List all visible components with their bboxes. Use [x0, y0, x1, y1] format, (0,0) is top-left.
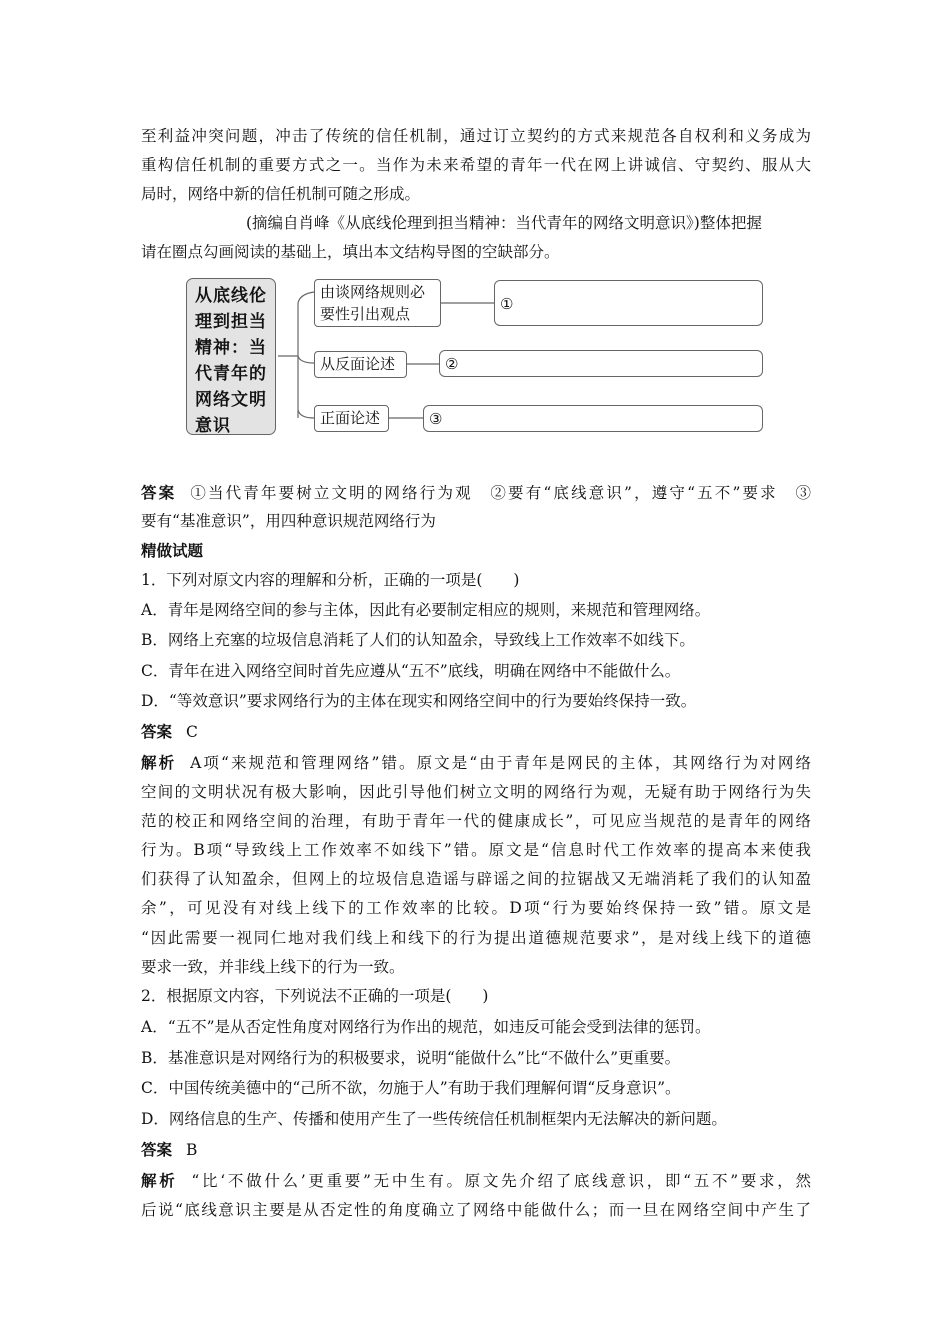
- blank-1-box: ①: [494, 280, 763, 326]
- q1-option-b: B．网络上充塞的垃圾信息消耗了人们的认知盈余，导致线上工作效率不如线下。: [141, 631, 695, 649]
- branch-2-box: 从反面论述: [314, 351, 407, 378]
- q1-analysis-label: 解析: [141, 753, 177, 772]
- q1-analysis-line-6: 余”，可见没有对线上线下的工作效率的比较。D项“行为要始终保持一致”错。原文是: [141, 899, 811, 917]
- branch-1-line-1: 由谈网络规则必: [320, 283, 426, 301]
- q2-answer: [141, 1140, 811, 1160]
- answer-text-1: ①当代青年要树立文明的网络行为观 ②要有“底线意识”，遵守“五不”要求 ③: [190, 484, 811, 502]
- q2-stem: 2．根据原文内容，下列说法不正确的一项是( ): [141, 987, 489, 1005]
- branch-3-box: 正面论述: [314, 405, 389, 432]
- section-title: 整体把握: [699, 214, 762, 232]
- q2-analysis-line-2: 后说“底线意识主要是从否定性的角度确立了网络中能做什么；而一旦在网络空间中产生了: [141, 1201, 811, 1219]
- q1-analysis-line-8: 要求一致，并非线上线下的行为一致。: [141, 958, 405, 976]
- q2-option-c: C．中国传统美德中的“己所不欲，勿施于人”有助于我们理解何谓“反身意识”。: [141, 1079, 681, 1097]
- main-topic-line-6: 意识: [195, 416, 231, 436]
- citation-line: [246, 213, 811, 233]
- q1-analysis-line-3: 范的校正和网络空间的治理，有助于青年一代的健康成长”，可见应当规范的是青年的网络: [141, 812, 811, 830]
- q2-answer-value: B: [186, 1141, 198, 1159]
- branch-1-line-2: 要性引出观点: [320, 305, 411, 323]
- q1-answer: [141, 722, 811, 742]
- answer-label: 答案: [141, 483, 177, 502]
- connector-branch-2: [298, 356, 314, 363]
- structure-diagram: [0, 270, 950, 445]
- main-topic-line-2: 理到担当: [195, 312, 267, 332]
- intro-line-2: 重构信任机制的重要方式之一。当作为未来希望的青年一代在网上讲诚信、守契约、服从大: [141, 156, 811, 174]
- q2-option-a: A．“五不”是从否定性角度对网络行为作出的规范，如违反可能会受到法律的惩罚。: [141, 1018, 711, 1036]
- instruction: 请在圈点勾画阅读的基础上，填出本文结构导图的空缺部分。: [141, 243, 560, 261]
- citation: (摘编自肖峰《从底线伦理到担当精神：当代青年的网络文明意识》): [246, 214, 700, 232]
- q2-option-d: D．网络信息的生产、传播和使用产生了一些传统信任机制框架内无法解决的新问题。: [141, 1110, 727, 1128]
- q2-analysis-text-1: “比‘不做什么’更重要”无中生有。原文先介绍了底线意识，即“五不”要求，然: [191, 1172, 811, 1190]
- q1-analysis-line-4: 行为。B项“导致线上工作效率不如线下”错。原文是“信息时代工作效率的提高本来使我: [141, 841, 811, 859]
- q1-analysis-line-1: [141, 753, 811, 773]
- intro-line-3: 局时，网络中新的信任机制可随之形成。: [141, 185, 421, 203]
- q1-answer-label: 答案: [141, 722, 173, 741]
- connector-branch-1: [298, 292, 314, 303]
- q2-analysis-label: 解析: [141, 1171, 178, 1190]
- q1-option-d: D．“等效意识”要求网络行为的主体在现实和网络空间中的行为要始终保持一致。: [141, 692, 697, 710]
- branch-1-box: [314, 279, 441, 327]
- q2-option-b: B．基准意识是对网络行为的积极要求，说明“能做什么”比“不做什么”更重要。: [141, 1049, 681, 1067]
- main-topic-box: [186, 278, 276, 435]
- intro-line-1: 至利益冲突问题，冲击了传统的信任机制，通过订立契约的方式来规范各自权利和义务成为: [141, 127, 811, 145]
- q1-analysis-text-1: A项“来规范和管理网络”错。原文是“由于青年是网民的主体，其网络行为对网络: [190, 754, 811, 772]
- answer-line-1: [141, 483, 811, 503]
- main-topic-line-3: 精神：当: [195, 338, 267, 358]
- q1-analysis-line-5: 们获得了认知盈余，但网上的垃圾信息造谣与辟谣之间的拉锯战又无端消耗了我们的认知盈: [141, 870, 811, 888]
- blank-3-box: ③: [423, 405, 763, 432]
- connector-branch-3: [298, 410, 314, 418]
- answer-line-2: 要有“基准意识”，用四种意识规范网络行为: [141, 512, 436, 530]
- q1-analysis-line-2: 空间的文明状况有极大影响，因此引导他们树立文明的网络行为观，无疑有助于网络行为失: [141, 783, 811, 801]
- q1-option-a: A．青年是网络空间的参与主体，因此有必要制定相应的规则，来规范和管理网络。: [141, 601, 711, 619]
- q1-answer-value: C: [186, 723, 198, 741]
- q1-stem: 1．下列对原文内容的理解和分析，正确的一项是( ): [141, 571, 520, 589]
- q1-option-c: C．青年在进入网络空间时首先应遵从“五不”底线，明确在网络中不能做什么。: [141, 662, 681, 680]
- main-topic-line-1: 从底线伦: [195, 286, 267, 306]
- blank-2-box: ②: [439, 350, 763, 377]
- q2-answer-label: 答案: [141, 1140, 173, 1159]
- main-topic-line-5: 网络文明: [195, 390, 267, 410]
- main-topic-line-4: 代青年的: [195, 364, 267, 384]
- q1-analysis-line-7: “因此需要一视同仁地对我们线上和线下的行为提出道德规范要求”，是对线上线下的道德: [141, 929, 811, 947]
- practice-title: 精做试题: [141, 542, 204, 560]
- q2-analysis-line-1: [141, 1171, 811, 1191]
